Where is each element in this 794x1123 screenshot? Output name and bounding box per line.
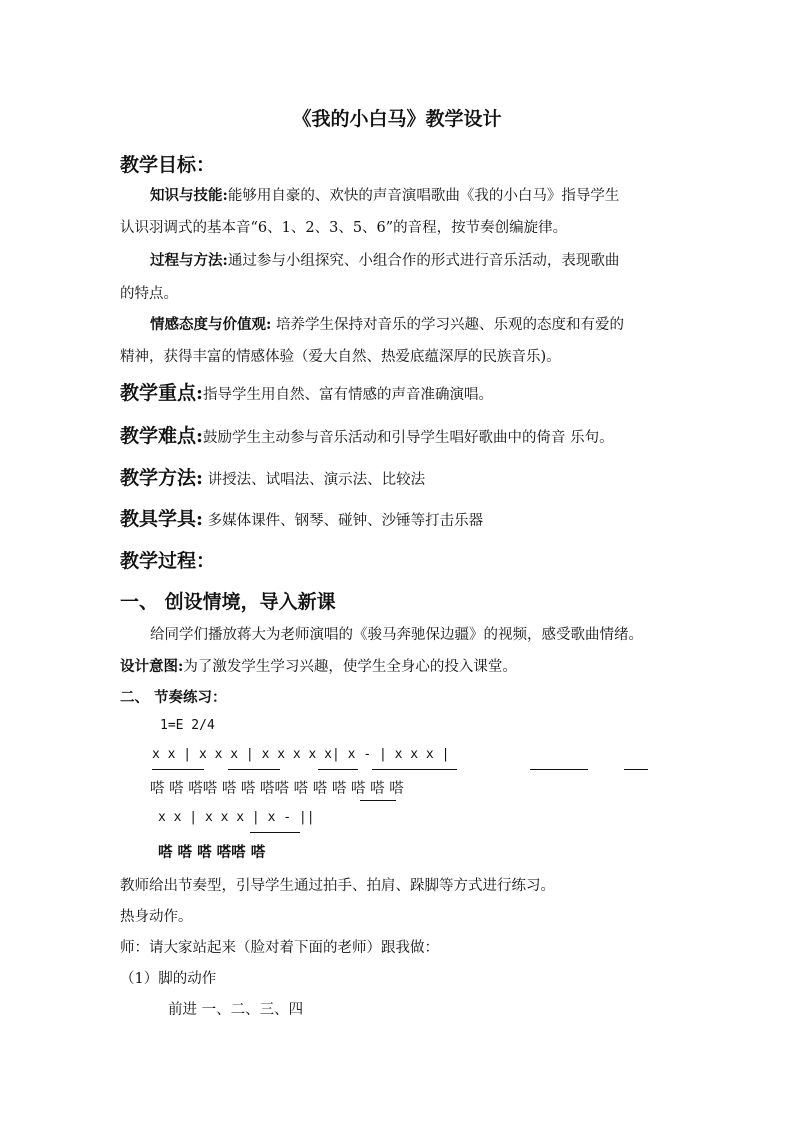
objective-knowledge-text: 能够用自豪的、欢快的声音演唱歌曲《我的小白马》指导学生 bbox=[227, 188, 620, 204]
difficulty bbox=[120, 421, 614, 448]
section-1-text: 给同学们播放蒋大为老师演唱的《骏马奔驰保边疆》的视频，感受歌曲情绪。 bbox=[150, 627, 643, 643]
list-item: （1）脚的动作 bbox=[120, 971, 217, 987]
paragraph: 热身动作。 bbox=[120, 909, 193, 925]
difficulty-label: 教学难点: bbox=[120, 425, 204, 447]
teaching-tools-text: 多媒体课件、钢琴、碰钟、沙锤等打击乐器 bbox=[203, 513, 484, 529]
design-intent bbox=[120, 655, 517, 676]
list-item: 前进 一、二、三、四 bbox=[168, 1002, 304, 1018]
rhythm-row-2-notes: x x | x x x | x - || bbox=[158, 810, 315, 825]
key-point bbox=[120, 378, 493, 405]
objectives-heading: 教学目标： bbox=[120, 154, 216, 176]
rhythm-row-2-syllables: 嗒 嗒 嗒 嗒嗒 嗒 bbox=[158, 844, 266, 861]
objective-knowledge-cont: 认识羽调式的基本音“6、1、2、3、5、6”的音程，按节奏创编旋律。 bbox=[120, 220, 568, 236]
objective-knowledge bbox=[150, 184, 619, 205]
process-heading: 教学过程： bbox=[120, 550, 216, 572]
key-point-text: 指导学生用自然、富有情感的声音准确演唱。 bbox=[203, 387, 494, 403]
teaching-tools-label: 教具学具: bbox=[120, 508, 204, 530]
objective-attitude-text: 培养学生保持对音乐的学习兴趣、乐观的态度和有爱的 bbox=[271, 317, 624, 333]
key-signature: 1=E 2/4 bbox=[160, 718, 215, 733]
difficulty-text: 鼓励学生主动参与音乐活动和引导学生唱好歌曲中的倚音 乐句。 bbox=[203, 430, 614, 446]
design-intent-label: 设计意图: bbox=[120, 658, 184, 675]
teaching-method bbox=[120, 463, 425, 490]
section-2-heading: 二、 节奏练习： bbox=[120, 689, 227, 706]
beam-line bbox=[372, 769, 412, 770]
section-1-heading: 一、 创设情境，导入新课 bbox=[120, 591, 336, 613]
objective-attitude bbox=[150, 313, 624, 334]
design-intent-text: 为了激发学生学习兴趣，使学生全身心的投入课堂。 bbox=[183, 659, 517, 675]
objective-process-label: 过程与方法: bbox=[150, 252, 228, 269]
beam-line bbox=[407, 769, 457, 770]
teaching-method-text: 讲授法、试唱法、演示法、比较法 bbox=[203, 472, 426, 488]
beam-line bbox=[530, 769, 588, 770]
objective-knowledge-label: 知识与技能: bbox=[150, 187, 228, 204]
document-title: 《我的小白马》教学设计 bbox=[292, 108, 502, 130]
objective-attitude-label: 情感态度与价值观: bbox=[150, 316, 272, 333]
beam-line bbox=[360, 800, 396, 801]
objective-attitude-cont: 精神，获得丰富的情感体验（爱大自然、热爱底蕴深厚的民族音乐)。 bbox=[120, 349, 561, 365]
beam-line bbox=[228, 769, 280, 770]
rhythm-row-1-syllables: 嗒 嗒 嗒嗒 嗒 嗒 嗒嗒 嗒 嗒 嗒 嗒 嗒 嗒 bbox=[150, 781, 404, 797]
beam-line bbox=[318, 769, 358, 770]
beam-line bbox=[152, 769, 204, 770]
beam-line bbox=[624, 769, 648, 770]
beam-line bbox=[250, 832, 300, 833]
paragraph: 教师给出节奏型，引导学生通过拍手、拍肩、跺脚等方式进行练习。 bbox=[120, 878, 555, 894]
teaching-tools bbox=[120, 504, 483, 531]
objective-process bbox=[150, 249, 619, 270]
paragraph: 师：请大家站起来（脸对着下面的老师）跟我做： bbox=[120, 940, 439, 956]
teaching-method-label: 教学方法: bbox=[120, 467, 204, 489]
objective-process-text: 通过参与小组探究、小组合作的形式进行音乐活动，表现歌曲 bbox=[227, 253, 620, 269]
objective-process-cont: 的特点。 bbox=[120, 286, 178, 302]
key-point-label: 教学重点: bbox=[120, 382, 204, 404]
rhythm-row-1-notes: x x | x x x | x x x x x| x - | x x x | bbox=[152, 747, 450, 762]
